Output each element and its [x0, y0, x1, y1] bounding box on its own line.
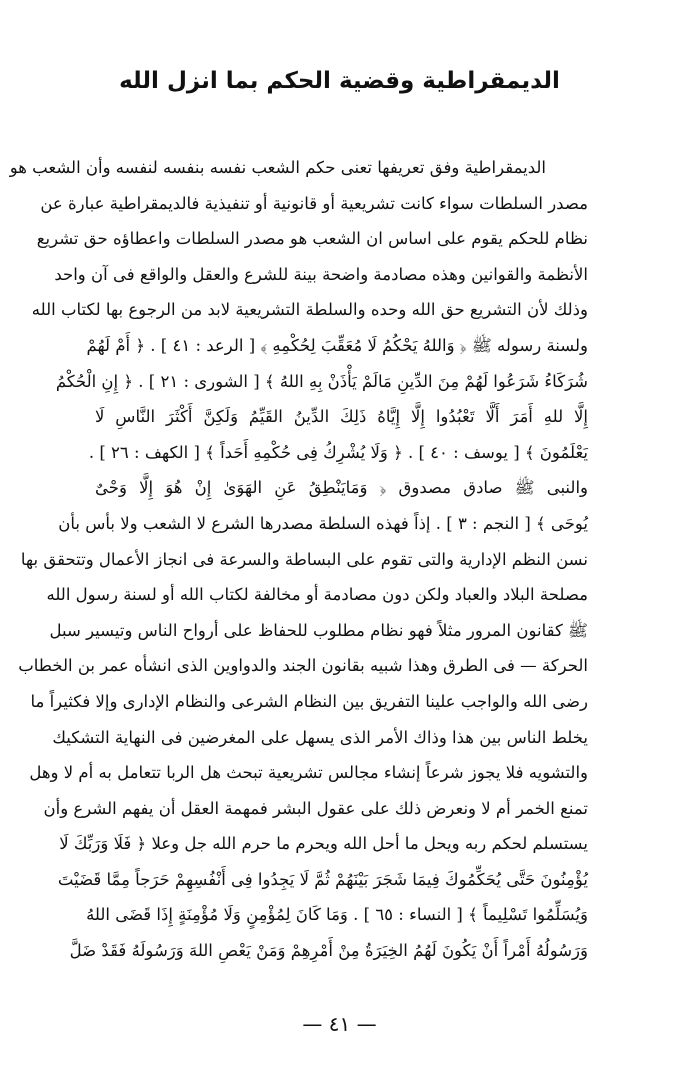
text-line: وذلك لأن التشريع حق الله وحده والسلطة التشريعية لابد من الرجوع بها لكتاب الله	[31, 300, 588, 320]
text-line: الأنظمة والقوانين وهذه مصادمة واضحة بينة للشرع والعقل والواقع فى آن واحد	[54, 264, 588, 284]
text-line: يَعْلَمُونَ ﴾ [ يوسف : ٤٠ ] . ﴿ وَلَا يُشْرِكُ فِى حُكْمِهِ أَحَداً ﴾ [ الكهف : ٢٦ ] .	[88, 442, 588, 462]
text-line: تمنع الخمر أم لا ونعرض ذلك على عقول البشر فمهمة العقل أن يفهم الشرع وأن	[43, 798, 588, 818]
text-line: والتشويه فلا يجوز شرعاً إنشاء مجالس تشريعية تبحث هل الربا تتعامل به أم لا وهل	[29, 763, 588, 783]
page-number: — ٤١ —	[302, 1012, 377, 1036]
text-line: شُرَكَاءُ شَرَعُوا لَهُمْ مِنَ الدِّينِ مَالَمْ يَأْذَنْ بِهِ اللهُ ﴾ [ الشورى : ٢١ ] . ﴿ إِنِ الْحُكْمُ	[55, 371, 588, 391]
text-line: ﷺ كقانون المرور مثلاً فهو نظام مطلوب للحفاظ على أرواح الناس وتيسير سبل	[49, 620, 588, 640]
text-line: مصلحة البلاد والعباد ولكن دون مصادمة أو مخالفة لكتاب الله أو لسنة رسول الله	[46, 585, 588, 605]
text-line: الحركة — فى الطرق وهذا شبيه بقانون الجند والدواوين الذى انشأه عمر بن الخطاب	[18, 656, 588, 676]
text-line: ولسنة رسوله ﷺ ﴿ وَاللهُ يَحْكُمُ لَا مُعَقِّبَ لِحُكْمِهِ ﴾ [ الرعد : ٤١ ] . ﴿ أَمْ لَهُمْ	[86, 335, 588, 355]
text-line: يستسلم لحكم ربه ويحل ما أحل الله ويحرم ما حرم الله جل وعلا ﴿ فَلَا وَرَبِّكَ لَا	[59, 834, 588, 854]
text-line: وَيُسَلِّمُوا تَسْلِيماً ﴾ [ النساء : ٦٥ ] . وَمَا كَانَ لِمُؤْمِنٍ وَلَا مُؤْمِنَةٍ إِذَا قَضَى اللهُ	[86, 905, 588, 925]
text-line: الديمقراطية وفق تعريفها تعنى حكم الشعب نفسه بنفسه لنفسه وأن الشعب هو	[9, 158, 546, 177]
text-line: مصدر السلطات سواء كانت تشريعية أو قانونية أو تنفيذية فالديمقراطية عبارة عن	[40, 193, 588, 213]
text-line: نظام للحكم يقوم على اساس ان الشعب هو مصدر السلطات واعطاؤه حق تشريع	[36, 229, 588, 249]
text-line: يُؤْمِنُونَ حَتَّى يُحَكِّمُوكَ فِيمَا شَجَرَ بَيْنَهُمْ ثُمَّ لَا يَجِدُوا فِى أَنْفُسِهِمْ حَرَجاً مِمَّا قَضَيْتَ	[57, 869, 588, 889]
text-line: وَرَسُولُهُ أَمْراً أَنْ يَكُونَ لَهُمُ الخِيَرَةُ مِنْ أَمْرِهِمْ وَمَنْ يَعْصِ اللهَ وَرَسُولَهُ فَقَدْ ضَلَّ	[69, 941, 588, 961]
text-line: إِلَّا للهِ أَمَرَ أَلَّا تَعْبُدُوا إِلَّا إِيَّاهُ ذَلِكَ الدِّينُ القَيِّمُ وَلَكِنَّ أَكْثَرَ النَّاسِ لَا	[95, 407, 588, 427]
text-line: يُوحَى ﴾ [ النجم : ٣ ] . إذاً فهذه السلطة مصدرها الشرع لا الشعب ولا بأس بأن	[58, 513, 588, 533]
text-line: والنبى ﷺ صادق مصدوق ﴿ وَمَايَنْطِقُ عَنِ الهَوَىٰ إِنْ هُوَ إِلَّا وَحْىٌ	[95, 478, 588, 498]
text-line: نسن النظم الإدارية والتى تقوم على البساطة والسرعة فى انجاز الأعمال وتتحقق بها	[20, 549, 588, 569]
text-line: رضى الله والواجب علينا التفريق بين النظام الشرعى والنظام الإدارى وإلا فكثيراً ما	[30, 691, 588, 711]
body-paragraph	[9, 150, 588, 969]
page-title: الديمقراطية وقضية الحكم بما انزل الله	[119, 68, 560, 94]
text-line: يخلط الناس بين هذا وذاك الأمر الذى يسهل على المغرضين فى النهاية التشكيك	[52, 727, 588, 747]
